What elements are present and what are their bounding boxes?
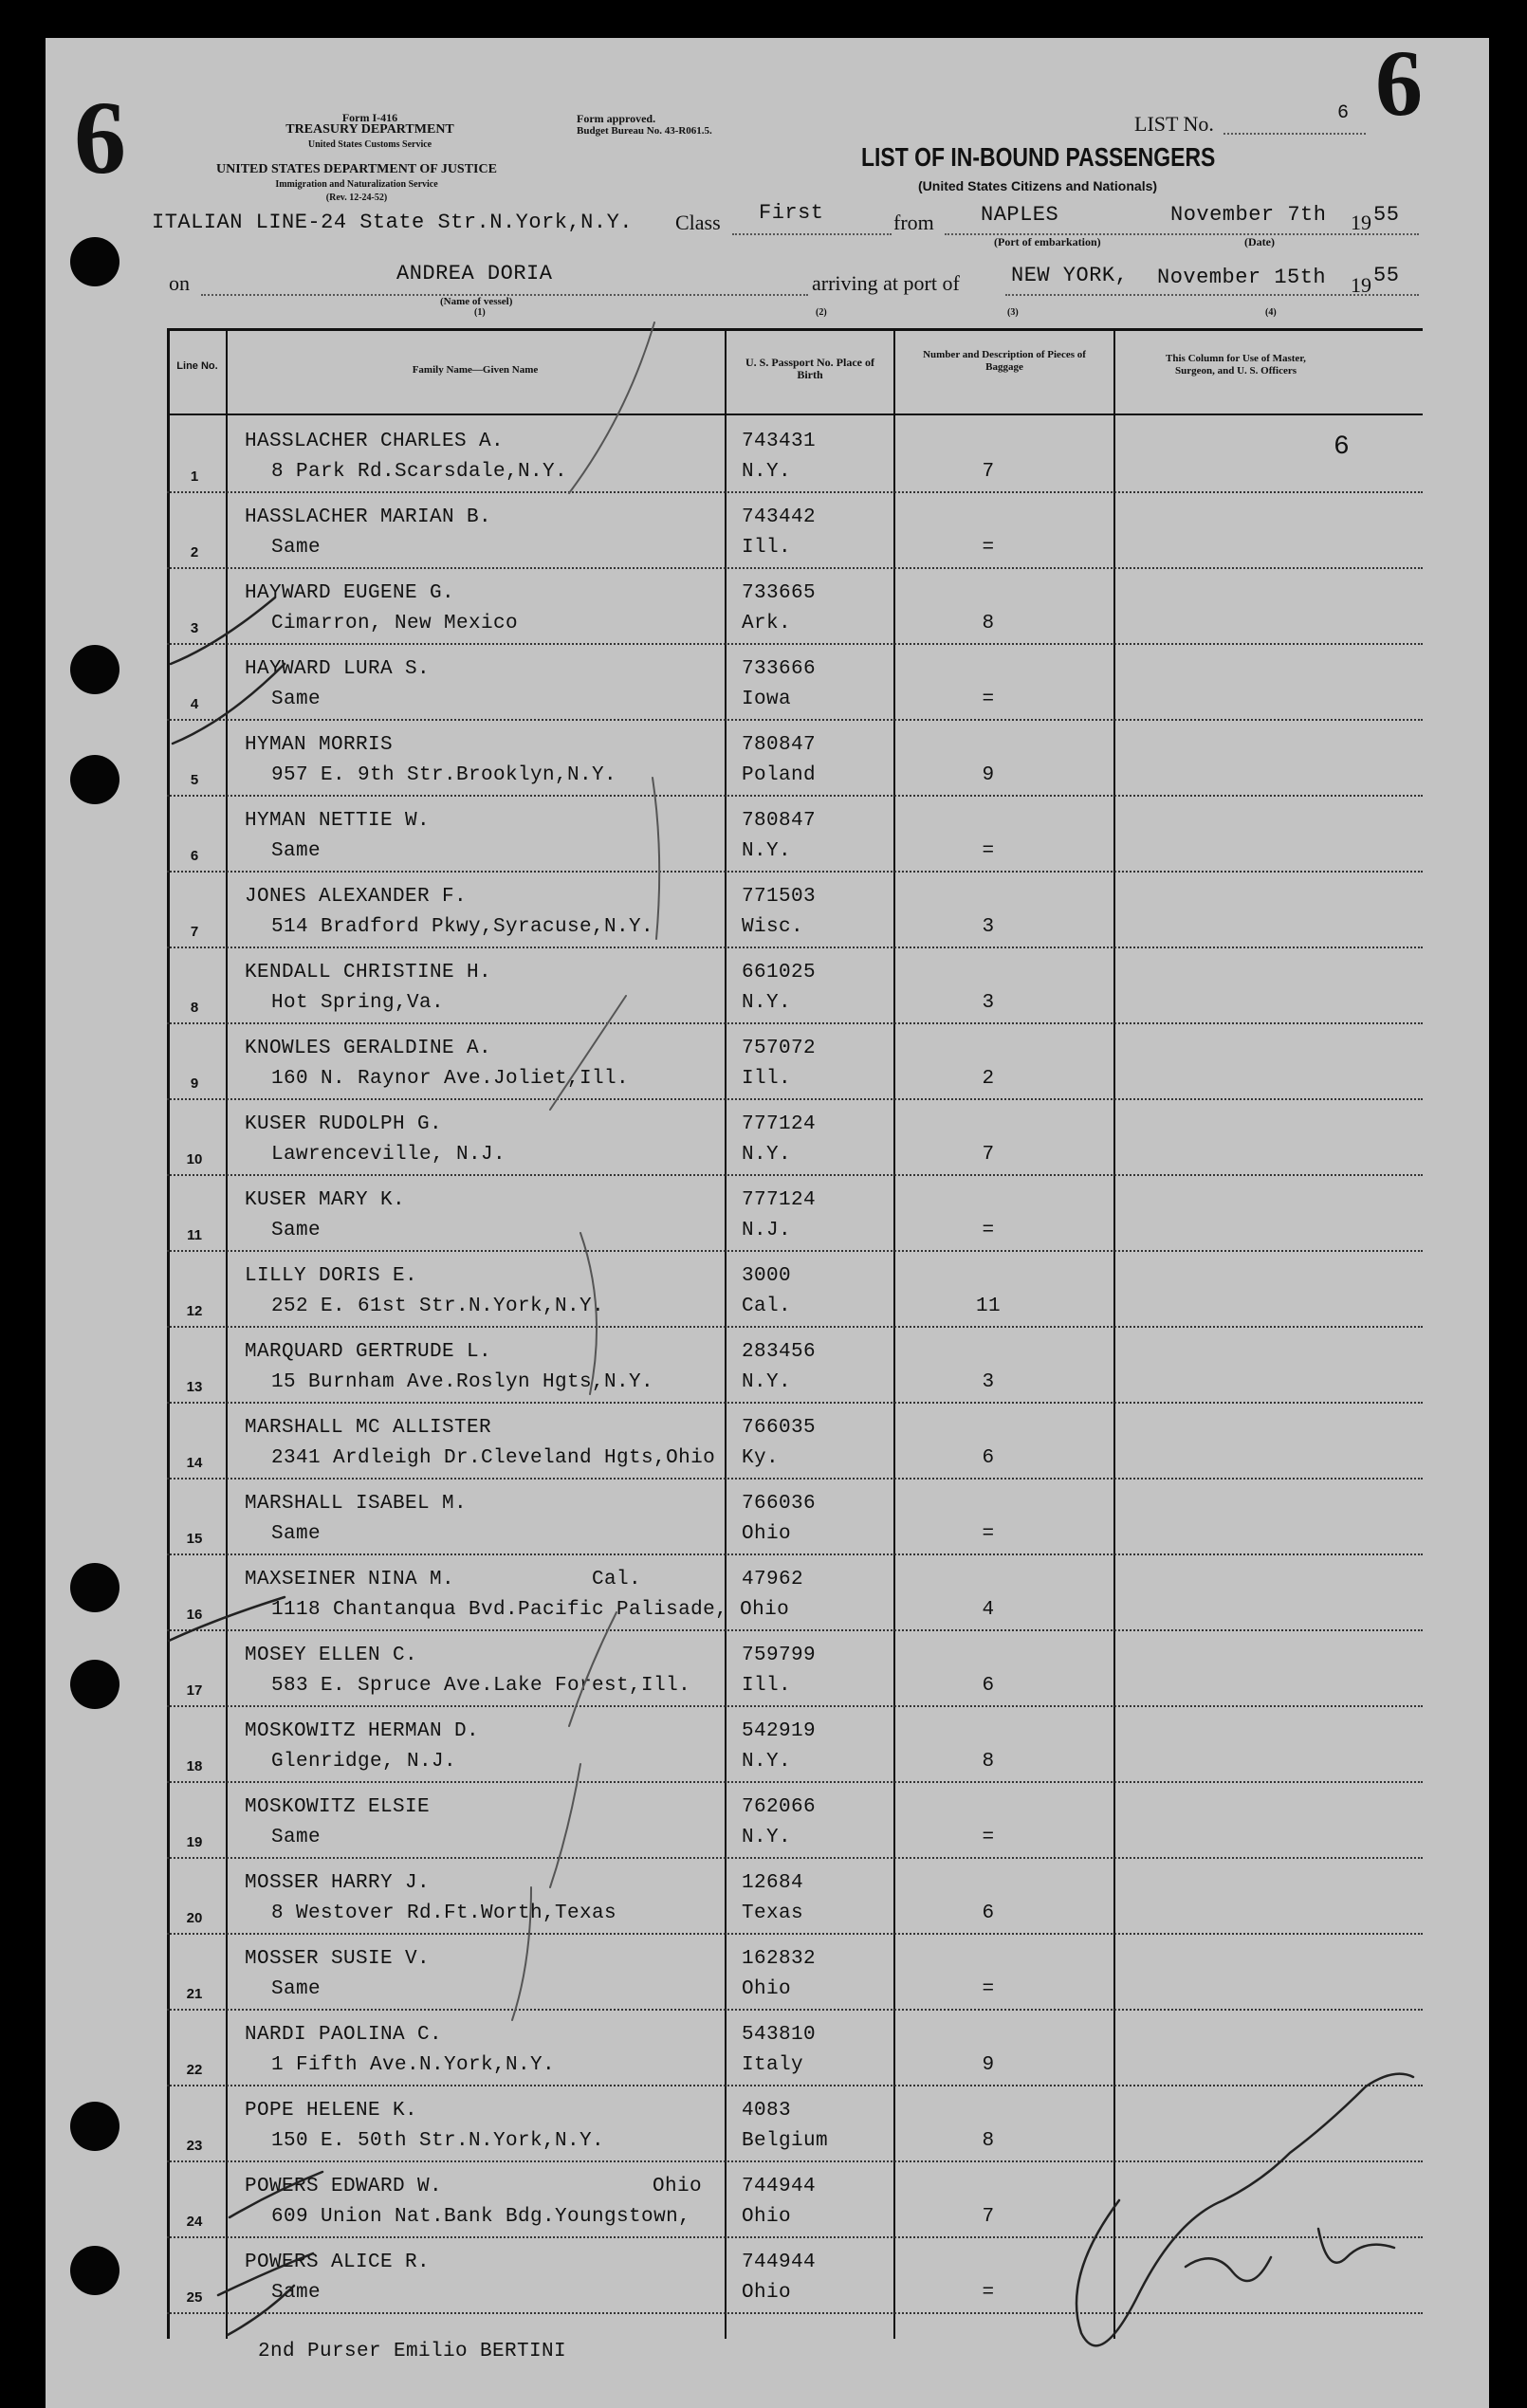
line-number: 10 (186, 1151, 203, 1167)
passenger-name: MARQUARD GERTRUDE L. (245, 1341, 492, 1363)
col-header-passport: U. S. Passport No. Place of Birth (745, 356, 874, 381)
baggage-count: 6 (982, 1675, 995, 1697)
baggage-count: 4 (982, 1599, 995, 1621)
place-of-birth: N.Y. (742, 1751, 792, 1773)
arriving-label: arriving at port of (812, 271, 960, 295)
form-approved: Form approved. (577, 112, 656, 125)
passenger-address: 609 Union Nat.Bank Bdg.Youngstown, (271, 2206, 691, 2228)
place-of-birth: Ohio (742, 1523, 792, 1545)
passport-number: 771503 (742, 886, 817, 908)
baggage-count: = (982, 840, 995, 862)
line-number: 3 (190, 620, 199, 636)
line-number: 12 (186, 1303, 203, 1319)
place-of-birth: N.Y. (742, 461, 792, 483)
place-of-birth: Ill. (742, 1068, 792, 1090)
line-number: 17 (186, 1682, 203, 1699)
col-header-name: Family Name—Given Name (412, 364, 539, 376)
passport-number: 3000 (742, 1265, 792, 1287)
passport-number: 744944 (742, 2252, 817, 2273)
baggage-count: 7 (982, 461, 995, 483)
check-mark (173, 664, 285, 744)
col-num: (2) (816, 307, 827, 318)
baggage-count: 9 (982, 2054, 995, 2076)
passport-number: 762066 (742, 1796, 817, 1818)
passenger-address: Same (271, 1220, 322, 1241)
line-number: 16 (186, 1607, 203, 1623)
arrival-port: NEW YORK, (1011, 264, 1129, 287)
place-of-birth: N.Y. (742, 1827, 792, 1848)
list-no-value: 6 (1337, 102, 1350, 124)
page-title: LIST OF IN-BOUND PASSENGERS (861, 142, 1216, 172)
line-number: 25 (186, 2289, 203, 2306)
place-of-birth: Ill. (742, 537, 792, 559)
passenger-address: 252 E. 61st Str.N.York,N.Y. (271, 1296, 605, 1317)
passenger-address: Same (271, 537, 322, 559)
check-mark (169, 1597, 285, 1641)
check-mark (230, 2172, 322, 2217)
passenger-address: 160 N. Raynor Ave.Joliet,Ill. (271, 1068, 630, 1090)
line-number: 14 (186, 1455, 203, 1471)
passenger-name: MOSSER HARRY J. (245, 1872, 431, 1894)
passport-number: 743431 (742, 431, 817, 452)
baggage-count: 7 (982, 2206, 995, 2228)
passenger-name: MARSHALL ISABEL M. (245, 1493, 468, 1515)
passenger-name: KENDALL CHRISTINE H. (245, 962, 492, 983)
baggage-count: 2 (982, 1068, 995, 1090)
col-num: (3) (1007, 307, 1019, 318)
passenger-name: HASSLACHER CHARLES A. (245, 431, 505, 452)
line-number: 5 (190, 772, 199, 788)
check-mark (228, 2286, 294, 2335)
passport-number: 780847 (742, 734, 817, 756)
line-number: 15 (186, 1531, 203, 1547)
ins-service: Immigration and Naturalization Service (275, 179, 438, 190)
passport-number: 766036 (742, 1493, 817, 1515)
arrival-date: November 15th (1157, 266, 1327, 289)
left-list-number: 6 (74, 80, 126, 195)
baggage-count: 8 (982, 613, 995, 634)
line-number: 18 (186, 1758, 203, 1774)
baggage-count: = (982, 1827, 995, 1848)
passport-number: 766035 (742, 1417, 817, 1439)
line-number: 11 (187, 1227, 202, 1243)
passenger-address: 15 Burnham Ave.Roslyn Hgts,N.Y. (271, 1371, 654, 1393)
extra-note: Ohio (653, 2176, 703, 2197)
passenger-name: HAYWARD LURA S. (245, 658, 431, 680)
baggage-count: 3 (982, 992, 995, 1014)
baggage-count: = (982, 1523, 995, 1545)
col-header-line: Line No. (176, 360, 218, 372)
line-number: 21 (186, 1986, 203, 2002)
passport-number: 283456 (742, 1341, 817, 1363)
passenger-name: LILLY DORIS E. (245, 1265, 418, 1287)
passenger-address: 957 E. 9th Str.Brooklyn,N.Y. (271, 764, 617, 786)
passenger-address: Same (271, 1978, 322, 2000)
passenger-name: MAXSEINER NINA M. (245, 1569, 455, 1590)
baggage-count: = (982, 537, 995, 559)
line-number: 22 (186, 2062, 203, 2078)
passenger-name: KUSER RUDOLPH G. (245, 1113, 443, 1135)
list-no-label: LIST No. (1134, 112, 1214, 136)
passenger-address: Hot Spring,Va. (271, 992, 445, 1014)
baggage-count: 8 (982, 1751, 995, 1773)
passenger-name: HYMAN MORRIS (245, 734, 394, 756)
extra-note: Cal. (592, 1569, 642, 1590)
passenger-address: Same (271, 689, 322, 710)
department-of-justice: UNITED STATES DEPARTMENT OF JUSTICE (216, 162, 497, 176)
class-label: Class (675, 211, 721, 234)
baggage-count: 6 (982, 1903, 995, 1924)
customs-service: United States Customs Service (307, 139, 432, 150)
place-of-birth: Poland (742, 764, 817, 786)
arrival-year-label: 19 (1351, 273, 1371, 297)
place-of-birth: Texas (742, 1903, 804, 1924)
passport-number: 4083 (742, 2100, 792, 2122)
passport-number: 733665 (742, 582, 817, 604)
place-of-birth: Ill. (742, 1675, 792, 1697)
passenger-name: MOSKOWITZ ELSIE (245, 1796, 431, 1818)
col-num: (1) (474, 307, 486, 318)
place-of-birth: N.Y. (742, 840, 792, 862)
passenger-name: HAYWARD EUGENE G. (245, 582, 455, 604)
passenger-address: 583 E. Spruce Ave.Lake Forest,Ill. (271, 1675, 691, 1697)
passport-number: 759799 (742, 1645, 817, 1666)
passenger-name: HASSLACHER MARIAN B. (245, 506, 492, 528)
passport-number: 12684 (742, 1872, 804, 1894)
line-number: 23 (186, 2138, 203, 2154)
place-of-birth: Ky. (742, 1447, 780, 1469)
baggage-count: = (982, 1978, 995, 2000)
passenger-name: KNOWLES GERALDINE A. (245, 1038, 492, 1059)
right-list-number: 6 (1375, 30, 1423, 136)
line-number: 8 (190, 1000, 199, 1016)
line-number: 19 (186, 1834, 203, 1850)
officer-signature (1076, 2074, 1413, 2346)
baggage-count: 11 (975, 1296, 1001, 1317)
passenger-name: POPE HELENE K. (245, 2100, 418, 2122)
passport-number: 780847 (742, 810, 817, 832)
passenger-address: Same (271, 840, 322, 862)
departure-date: November 7th (1170, 203, 1327, 227)
passport-number: 777124 (742, 1113, 817, 1135)
port-of-embarkation: NAPLES (981, 203, 1059, 227)
baggage-count: 6 (982, 1447, 995, 1469)
passenger-name: NARDI PAOLINA C. (245, 2024, 443, 2046)
form-number: Form I-416 (341, 111, 398, 124)
col-header-officers: This Column for Use of Master, Surgeon, and U. S. Officers (1166, 353, 1306, 377)
col-num: (4) (1265, 307, 1277, 318)
revision: (Rev. 12-24-52) (325, 193, 388, 203)
check-mark (171, 597, 275, 664)
passenger-name: MOSSER SUSIE V. (245, 1948, 431, 1970)
place-of-birth: Iowa (742, 689, 792, 710)
passport-number: 47962 (742, 1569, 804, 1590)
line-number: 4 (190, 696, 199, 712)
line-number: 20 (186, 1910, 203, 1926)
passenger-address: Cimarron, New Mexico (271, 613, 519, 634)
passenger-address: 8 Park Rd.Scarsdale,N.Y. (271, 461, 568, 483)
baggage-count: = (982, 2282, 995, 2304)
passport-number: 542919 (742, 1720, 817, 1742)
place-of-birth: Italy (742, 2054, 804, 2076)
passenger-address: Same (271, 1523, 322, 1545)
place-of-birth: N.J. (742, 1220, 792, 1241)
passenger-address: 1118 Chantanqua Bvd.Pacific Palisade, Ohio (271, 1599, 790, 1621)
baggage-count: 9 (982, 764, 995, 786)
treasury-department: TREASURY DEPARTMENT (285, 122, 454, 137)
passport-number: 733666 (742, 658, 817, 680)
passport-number: 777124 (742, 1189, 817, 1211)
vessel-name: ANDREA DORIA (396, 262, 553, 285)
passenger-address: 1 Fifth Ave.N.York,N.Y. (271, 2054, 556, 2076)
baggage-count: 3 (982, 1371, 995, 1393)
shipping-line: ITALIAN LINE-24 State Str.N.York,N.Y. (152, 211, 633, 234)
port-caption: (Port of embarkation) (994, 235, 1101, 248)
line-number: 2 (190, 544, 199, 561)
page-subtitle: (United States Citizens and Nationals) (918, 178, 1158, 193)
passport-number: 162832 (742, 1948, 817, 1970)
place-of-birth: Ohio (742, 1978, 792, 2000)
place-of-birth: Cal. (742, 1296, 792, 1317)
place-of-birth: Ohio (742, 2206, 792, 2228)
class-value: First (759, 201, 824, 225)
line-number: 7 (190, 924, 199, 940)
passenger-address: 514 Bradford Pkwy,Syracuse,N.Y. (271, 916, 654, 938)
baggage-count: 8 (982, 2130, 995, 2152)
line-number: 13 (186, 1379, 203, 1395)
passport-number: 743442 (742, 506, 817, 528)
passenger-address: Glenridge, N.J. (271, 1751, 457, 1773)
line-number: 24 (186, 2214, 203, 2230)
on-label: on (169, 271, 190, 295)
date-caption: (Date) (1244, 235, 1275, 248)
place-of-birth: N.Y. (742, 1144, 792, 1166)
line-number: 1 (190, 469, 199, 485)
departure-year: 55 (1373, 203, 1400, 227)
purser-signature: 2nd Purser Emilio BERTINI (258, 2341, 567, 2362)
passenger-address: Same (271, 2282, 322, 2304)
baggage-count: = (982, 689, 995, 710)
passenger-address: 8 Westover Rd.Ft.Worth,Texas (271, 1903, 617, 1924)
line-number: 9 (190, 1075, 199, 1092)
passenger-address: Same (271, 1827, 322, 1848)
passenger-address: Lawrenceville, N.J. (271, 1144, 506, 1166)
place-of-birth: N.Y. (742, 1371, 792, 1393)
check-mark (218, 2253, 313, 2295)
from-label: from (893, 211, 934, 234)
passenger-name: KUSER MARY K. (245, 1189, 406, 1211)
passenger-name: POWERS ALICE R. (245, 2252, 431, 2273)
passenger-name: MARSHALL MC ALLISTER (245, 1417, 492, 1439)
officer-note: 6 (1334, 432, 1350, 462)
arrival-year: 55 (1373, 264, 1400, 287)
baggage-count: 7 (982, 1144, 995, 1166)
budget-bureau: Budget Bureau No. 43-R061.5. (577, 125, 712, 137)
place-of-birth: Ohio (742, 2282, 792, 2304)
vessel-caption: (Name of vessel) (440, 296, 513, 307)
passenger-name: MOSKOWITZ HERMAN D. (245, 1720, 480, 1742)
passenger-address: 2341 Ardleigh Dr.Cleveland Hgts,Ohio (271, 1447, 716, 1469)
passport-number: 543810 (742, 2024, 817, 2046)
passenger-name: POWERS EDWARD W. (245, 2176, 443, 2197)
passenger-name: HYMAN NETTIE W. (245, 810, 431, 832)
baggage-count: = (982, 1220, 995, 1241)
passport-number: 757072 (742, 1038, 817, 1059)
passenger-name: JONES ALEXANDER F. (245, 886, 468, 908)
col-header-baggage: Number and Description of Pieces of Baggage (923, 349, 1086, 373)
passport-number: 744944 (742, 2176, 817, 2197)
passenger-name: MOSEY ELLEN C. (245, 1645, 418, 1666)
passenger-address: 150 E. 50th Str.N.York,N.Y. (271, 2130, 605, 2152)
place-of-birth: Belgium (742, 2130, 829, 2152)
year-label: 19 (1351, 211, 1371, 234)
place-of-birth: Wisc. (742, 916, 804, 938)
place-of-birth: N.Y. (742, 992, 792, 1014)
baggage-count: 3 (982, 916, 995, 938)
line-number: 6 (190, 848, 199, 864)
passport-number: 661025 (742, 962, 817, 983)
place-of-birth: Ark. (742, 613, 792, 634)
